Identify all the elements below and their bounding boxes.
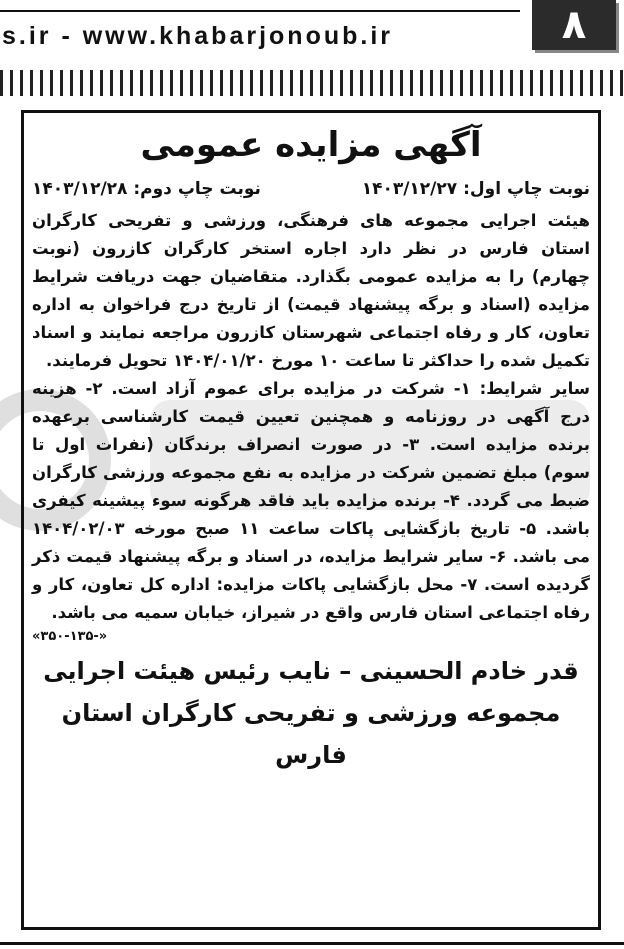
notice-conditions-paragraph: سایر شرایط: ۱- شرکت در مزایده برای عموم آزاد است. ۲- هزینه درج آگهی در روزنامه و همچنین تعیین قیمت کارشناسی برعهده برنده مزایده است. ۳- در صورت انصراف برندگان (نفرات اول تا سوم) مبلغ تضمین شرکت در مزایده به نفع مجموعه ورزشی کارگران ضبط می گردد. ۴- برنده مزایده باید فاقد هرگونه سوء پیشینه کیفری باشد. ۵- تاریخ بازگشایی پاکات ساعت ۱۱ صبح مورخه ۱۴۰۴/۰۲/۰۳ می باشد. ۶- سایر شرایط مزایده، در اسناد و برگه پیشنهاد قیمت ذکر گردیده است. ۷- محل بازگشایی پاکات مزایده: اداره کل تعاون، کار و رفاه اجتماعی استان فارس واقع در شیراز، خیابان سمیه می باشد. <box>32 379 591 622</box>
page-number: ۸ <box>561 2 587 48</box>
first-print-label: نوبت چاپ اول: <box>463 179 590 199</box>
notice-title: آگهی مزایده عمومی <box>140 125 482 165</box>
first-print-date: ۱۴۰۳/۱۲/۲۷ <box>361 179 458 199</box>
site-url: s.ir - www.khabarjonoub.ir <box>2 22 394 50</box>
page-number-badge <box>532 0 616 50</box>
first-print <box>362 179 590 199</box>
second-print-date: ۱۴۰۳/۱۲/۲۸ <box>32 179 128 199</box>
masthead-rule <box>0 10 520 12</box>
signature-line-2: مجموعه ورزشی و تفریحی کارگران استان فارس <box>61 699 561 769</box>
reference-row <box>32 627 590 644</box>
decorative-tick-bar <box>0 70 624 96</box>
notice-content <box>32 119 590 921</box>
second-print-label: نوبت چاپ دوم: <box>133 179 261 199</box>
signature-block <box>32 650 590 776</box>
auction-notice <box>21 110 601 930</box>
print-dates <box>32 179 590 199</box>
second-print <box>32 179 261 199</box>
reference-code: «۳۵۰-۱۳۵-» <box>32 629 108 644</box>
signature-line-1: قدر خادم الحسینی – نایب رئیس هیئت اجرایی <box>43 657 579 685</box>
notice-intro-paragraph: هیئت اجرایی مجموعه های فرهنگی، ورزشی و تفریحی کارگران استان فارس در نظر دارد اجاره استخر کارگران کازرون (نوبت چهارم) را به مزایده عمومی بگذارد. متقاضیان جهت دریافت شرایط مزایده (اسناد و برگه پیشنهاد قیمت) از تاریخ درج فراخوان به اداره تعاون، کار و رفاه اجتماعی شهرستان کازرون مراجعه نمایند و اسناد تکمیل شده را حداکثر تا ساعت ۱۰ مورخ ۱۴۰۴/۰۱/۲۰ تحویل فرمایند. <box>32 211 590 370</box>
bottom-rule <box>0 942 624 945</box>
